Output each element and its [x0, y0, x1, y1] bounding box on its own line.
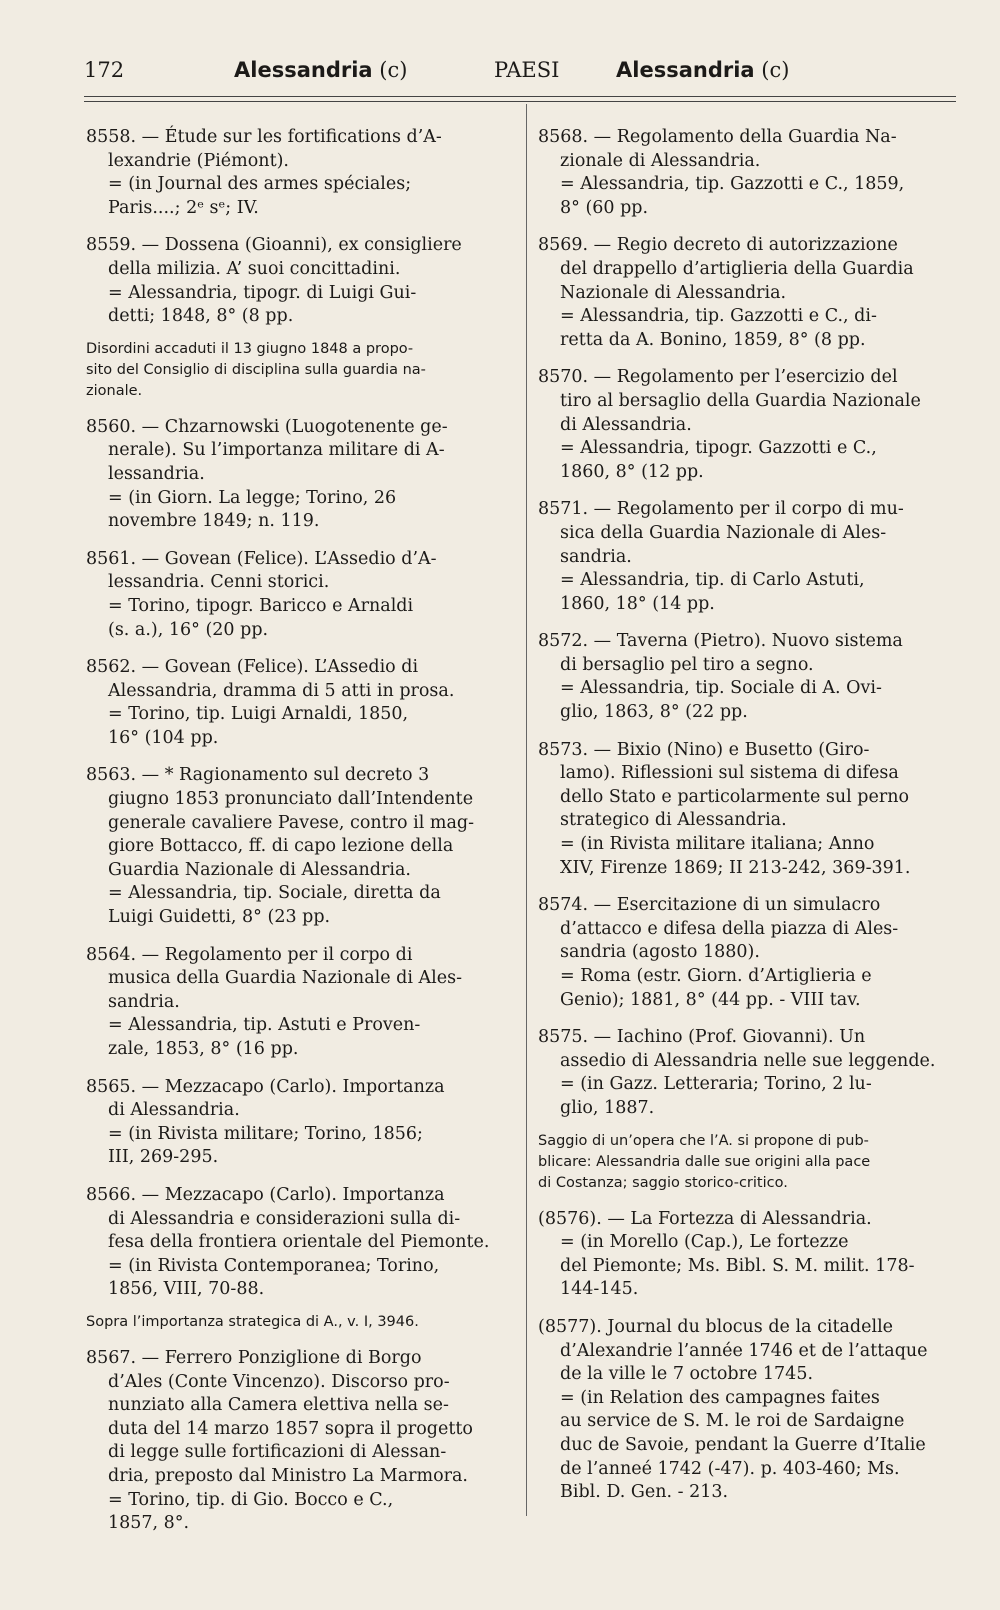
- entry-line: 8568. — Regolamento della Guardia Na-: [538, 127, 897, 147]
- right-running-title: Alessandria (c): [616, 58, 790, 82]
- entry-line: = (in Journal des armes spéciales;: [108, 174, 412, 195]
- entry-line: duc de Savoie, pendant la Guerre d’Italie: [560, 1434, 926, 1455]
- entry-line: 8573. — Bixio (Nino) e Busetto (Giro-: [538, 739, 870, 760]
- entry-line: (8577). Journal du blocus de la citadelle: [538, 1316, 894, 1337]
- entry-line: = (in Relation des campagnes faites: [560, 1387, 880, 1408]
- entry-line: = (in Giorn. La legge; Torino, 26: [108, 487, 397, 508]
- entry-line: 8564. — Regolamento per il corpo di: [86, 944, 413, 965]
- entry-line: 8562. — Govean (Felice). L’Assedio di: [86, 657, 419, 678]
- entry-line: 8° (60 pp.: [560, 197, 649, 218]
- entry-line: di bersaglio pel tiro a segno.: [560, 654, 814, 675]
- entry-line: au service de S. M. le roi de Sardaigne: [560, 1411, 905, 1432]
- entry-line: giore Bottacco, ff. di capo lezione della: [108, 836, 454, 857]
- bibliography-entry: [86, 1076, 514, 1170]
- entry-line: = Alessandria, tip. Sociale, diretta da: [108, 883, 441, 904]
- entry-line: 8570. — Regolamento per l’esercizio del: [538, 367, 898, 388]
- entry-line: = (in Gazz. Letteraria; Torino, 2 lu-: [560, 1074, 872, 1095]
- bibliography-entry: [538, 498, 958, 616]
- running-header: [84, 58, 956, 92]
- bibliography-entry: [86, 126, 514, 220]
- entry-line: = Alessandria, tip. Sociale di A. Ovi-: [560, 678, 882, 699]
- entry-line: sandria.: [560, 546, 632, 567]
- note-line: zionale.: [86, 382, 143, 399]
- bibliography-entry: [86, 234, 514, 328]
- entry-line: (s. a.), 16° (20 pp.: [108, 619, 269, 640]
- entry-line: di legge sulle fortificazioni di Alessan-: [108, 1442, 447, 1463]
- bibliography-entry: [86, 1184, 514, 1302]
- entry-line: 8569. — Regio decreto di autorizzazione: [538, 235, 898, 256]
- entry-note: [86, 339, 514, 402]
- column-divider: [526, 104, 527, 1516]
- entry-line: XIV, Firenze 1869; II 213-242, 369-391.: [560, 857, 911, 878]
- note-line: di Costanza; saggio storico-critico.: [538, 1174, 788, 1191]
- right-column: [538, 126, 958, 1519]
- entry-line: 8565. — Mezzacapo (Carlo). Importanza: [86, 1076, 445, 1097]
- entry-line: = Alessandria, tipogr. di Luigi Gui-: [108, 282, 417, 303]
- entry-line: d’attacco e difesa della piazza di Ales-: [560, 918, 899, 939]
- header-rule-2: [84, 101, 956, 102]
- entry-line: sica della Guardia Nazionale di Ales-: [560, 522, 887, 543]
- entry-line: = Alessandria, tip. Gazzotti e C., 1859,: [560, 174, 905, 195]
- entry-line: nunziato alla Camera elettiva nella se-: [108, 1395, 449, 1416]
- bibliography-entry: [538, 1208, 958, 1302]
- bibliography-entry: [538, 126, 958, 220]
- entry-line: = Alessandria, tip. Gazzotti e C., di-: [560, 306, 877, 327]
- bibliography-entry: [538, 739, 958, 881]
- entry-line: = (in Rivista militare; Torino, 1856;: [108, 1123, 423, 1144]
- entry-line: = Roma (estr. Giorn. d’Artiglieria e: [560, 966, 872, 986]
- entry-line: assedio di Alessandria nelle sue leggende.: [560, 1050, 936, 1071]
- bibliography-entry: [86, 944, 514, 1062]
- entry-line: detti; 1848, 8° (8 pp.: [108, 306, 294, 327]
- bibliography-entry: [86, 656, 514, 750]
- entry-line: 8566. — Mezzacapo (Carlo). Importanza: [86, 1184, 445, 1205]
- note-line: Saggio di un’opera che l’A. si propone di pub-: [538, 1132, 869, 1149]
- entry-line: Luigi Guidetti, 8° (23 pp.: [108, 907, 331, 928]
- entry-line: zionale di Alessandria.: [560, 150, 761, 171]
- entry-line: 8574. — Esercitazione di un simulacro: [538, 895, 881, 916]
- entry-line: 1860, 18° (14 pp.: [560, 593, 715, 614]
- entry-line: 1857, 8°.: [108, 1513, 190, 1534]
- entry-line: di Alessandria.: [560, 414, 692, 435]
- entry-line: lessandria. Cenni storici.: [108, 572, 330, 593]
- entry-line: zale, 1853, 8° (16 pp.: [108, 1039, 299, 1059]
- bibliography-entry: [538, 234, 958, 352]
- entry-line: generale cavaliere Pavese, contro il mag-: [108, 812, 475, 833]
- bibliography-entry: [538, 630, 958, 724]
- entry-note: [538, 1131, 958, 1194]
- entry-line: d’Ales (Conte Vincenzo). Discorso pro-: [108, 1371, 450, 1392]
- entry-line: = Alessandria, tip. Astuti e Proven-: [108, 1015, 421, 1036]
- bibliography-entry: [538, 366, 958, 484]
- entry-line: tiro al bersaglio della Guardia Nazionale: [560, 390, 921, 411]
- entry-line: 16° (104 pp.: [108, 727, 219, 748]
- entry-line: glio, 1863, 8° (22 pp.: [560, 702, 748, 723]
- entry-line: de l’anneé 1742 (-47). p. 403-460; Ms.: [560, 1458, 900, 1479]
- entry-line: di Alessandria e considerazioni sulla di-: [108, 1208, 461, 1229]
- bibliography-entry: [86, 416, 514, 534]
- entry-line: = Torino, tip. di Gio. Bocco e C.,: [108, 1489, 394, 1510]
- bibliography-entry: [86, 764, 514, 929]
- entry-line: musica della Guardia Nazionale di Ales-: [108, 968, 462, 989]
- entry-line: glio, 1887.: [560, 1097, 655, 1118]
- entry-line: del drappello d’artiglieria della Guardia: [560, 258, 914, 279]
- entry-line: lamo). Riflessioni sul sistema di difesa: [560, 763, 899, 784]
- entry-line: 1856, VIII, 70-88.: [108, 1279, 265, 1300]
- entry-line: del Piemonte; Ms. Bibl. S. M. milit. 178-: [560, 1255, 915, 1276]
- page-number: 172: [84, 58, 125, 82]
- entry-line: Bibl. D. Gen. - 213.: [560, 1482, 729, 1503]
- entry-line: lessandria.: [108, 463, 205, 484]
- entry-line: Guardia Nazionale di Alessandria.: [108, 859, 411, 880]
- entry-line: della milizia. A’ suoi concittadini.: [108, 258, 401, 279]
- entry-line: nerale). Su l’importanza militare di A-: [108, 440, 445, 461]
- entry-line: lexandrie (Piémont).: [108, 150, 289, 171]
- entry-line: = Alessandria, tipogr. Gazzotti e C.,: [560, 438, 877, 459]
- entry-line: de la ville le 7 octobre 1745.: [560, 1364, 814, 1385]
- entry-line: novembre 1849; n. 119.: [108, 511, 320, 532]
- left-column: [86, 126, 514, 1550]
- entry-line: Nazionale di Alessandria.: [560, 282, 787, 303]
- entry-line: duta del 14 marzo 1857 sopra il progetto: [108, 1418, 473, 1439]
- bibliography-entry: [86, 548, 514, 642]
- entry-line: = Torino, tipogr. Baricco e Arnaldi: [108, 595, 414, 616]
- entry-line: giugno 1853 pronunciato dall’Intendente: [108, 789, 474, 810]
- bibliography-entry: [86, 1347, 514, 1536]
- entry-line: 8572. — Taverna (Pietro). Nuovo sistema: [538, 631, 903, 652]
- note-line: sito del Consiglio di disciplina sulla guardia na-: [86, 361, 426, 378]
- entry-line: Genio); 1881, 8° (44 pp. - VIII tav.: [560, 989, 861, 1010]
- entry-line: 1860, 8° (12 pp.: [560, 461, 704, 482]
- entry-line: 8571. — Regolamento per il corpo di mu-: [538, 499, 904, 520]
- entry-line: (8576). — La Fortezza di Alessandria.: [538, 1208, 872, 1229]
- entry-line: retta da A. Bonino, 1859, 8° (8 pp.: [560, 329, 866, 350]
- entry-line: sandria.: [108, 991, 180, 1012]
- entry-line: = (in Rivista militare italiana; Anno: [560, 834, 875, 855]
- header-rule: [84, 96, 956, 97]
- entry-line: 8575. — Iachino (Prof. Giovanni). Un: [538, 1027, 866, 1048]
- entry-line: 8567. — Ferrero Ponziglione di Borgo: [86, 1347, 422, 1368]
- entry-line: = Torino, tip. Luigi Arnaldi, 1850,: [108, 704, 409, 725]
- entry-line: = (in Morello (Cap.), Le fortezze: [560, 1232, 849, 1253]
- note-line: Disordini accaduti il 13 giugno 1848 a propo-: [86, 340, 414, 357]
- left-running-title: Alessandria (c): [234, 58, 408, 82]
- note-line: blicare: Alessandria dalle sue origini alla pace: [538, 1153, 871, 1170]
- entry-line: = (in Rivista Contemporanea; Torino,: [108, 1255, 440, 1276]
- entry-line: fesa della frontiera orientale del Piemonte.: [108, 1232, 490, 1253]
- entry-line: 8560. — Chzarnowski (Luogotenente ge-: [86, 416, 448, 437]
- bibliography-entry: [538, 1026, 958, 1120]
- entry-line: 8559. — Dossena (Gioanni), ex consigliere: [86, 235, 462, 256]
- entry-line: dria, preposto dal Ministro La Marmora.: [108, 1465, 468, 1486]
- bibliography-entry: [538, 1316, 958, 1505]
- entry-line: 8561. — Govean (Felice). L’Assedio d’A-: [86, 548, 437, 569]
- bibliography-entry: [538, 894, 958, 1012]
- entry-line: sandria (agosto 1880).: [560, 942, 760, 963]
- entry-line: Paris....; 2ᵉ sᵉ; IV.: [108, 197, 259, 218]
- entry-note: [86, 1312, 514, 1333]
- section-title: PAESI: [494, 58, 560, 82]
- entry-line: 8563. — * Ragionamento sul decreto 3: [86, 765, 430, 786]
- entry-line: = Alessandria, tip. di Carlo Astuti,: [560, 570, 865, 591]
- entry-line: III, 269-295.: [108, 1147, 219, 1168]
- entry-line: strategico di Alessandria.: [560, 810, 787, 831]
- entry-line: 144-145.: [560, 1279, 639, 1300]
- entry-line: 8558. — Étude sur les fortifications d’A-: [86, 127, 442, 147]
- note-line: Sopra l’importanza strategica di A., v. I, 3946.: [86, 1313, 419, 1330]
- entry-line: d’Alexandrie l’année 1746 et de l’attaque: [560, 1340, 928, 1361]
- entry-line: dello Stato e particolarmente sul perno: [560, 786, 910, 807]
- entry-line: di Alessandria.: [108, 1100, 240, 1121]
- entry-line: Alessandria, dramma di 5 atti in prosa.: [108, 680, 455, 701]
